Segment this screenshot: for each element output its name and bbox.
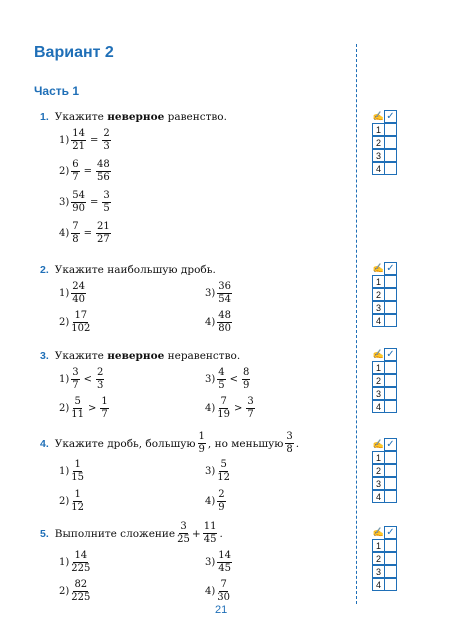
fraction: $\frac{1}{9}$ (198, 431, 205, 455)
fraction: $\frac{3}{25}$ (177, 521, 190, 545)
fraction: $\frac{14}{45}$ (218, 550, 231, 574)
answer-label: 2 (372, 464, 385, 477)
fraction: $\frac{8}{9}$ (243, 367, 250, 391)
answer-label: 1 (372, 123, 385, 136)
answer-column-divider (356, 44, 357, 604)
fraction: $\frac{3}{7}$ (72, 367, 79, 391)
fraction: $\frac{82}{225}$ (71, 579, 91, 603)
option-2: 2) $\frac{6}{7}$ = $\frac{48}{56}$ (59, 159, 110, 183)
fraction: $\frac{2}{3}$ (97, 367, 104, 391)
answer-checkbox[interactable] (384, 451, 397, 464)
answer-checkbox[interactable] (384, 578, 397, 591)
answer-label: 3 (372, 149, 385, 162)
fraction: $\frac{5}{11}$ (71, 396, 84, 420)
fraction: $\frac{3}{7}$ (247, 396, 254, 420)
fraction: $\frac{17}{102}$ (71, 310, 91, 334)
question-2: 2. Укажите наибольшую дробь. (40, 264, 216, 276)
fraction: $\frac{7}{30}$ (217, 579, 230, 603)
pen-icon: ✍ (372, 263, 385, 273)
page-number: 21 (215, 604, 228, 616)
answer-label: 2 (372, 552, 385, 565)
option-4: 4) $\frac{48}{80}$ (205, 310, 231, 334)
answer-label: 1 (372, 451, 385, 464)
answer-checkbox[interactable] (384, 162, 397, 175)
check-icon: ✓ (384, 438, 397, 451)
option-1: 1) $\frac{24}{40}$ (59, 281, 85, 305)
fraction: $\frac{2}{9}$ (218, 489, 225, 513)
answer-label: 4 (372, 490, 385, 503)
answer-checkbox[interactable] (384, 374, 397, 387)
fraction: $\frac{36}{54}$ (218, 281, 231, 305)
fraction: $\frac{7}{19}$ (217, 396, 230, 420)
question-number: 3. (40, 350, 49, 362)
pen-icon: ✍ (372, 439, 385, 449)
answer-box-5 (372, 526, 396, 591)
check-icon: ✓ (384, 526, 397, 539)
fraction: $\frac{2}{3}$ (103, 128, 110, 152)
answer-label: 4 (372, 162, 385, 175)
fraction: $\frac{6}{7}$ (72, 159, 79, 183)
fraction: $\frac{54}{90}$ (72, 190, 85, 214)
answer-checkbox[interactable] (384, 361, 397, 374)
answer-checkbox[interactable] (384, 123, 397, 136)
option-4: 4) $\frac{7}{19}$ > $\frac{3}{7}$ (205, 396, 254, 420)
option-3: 3) $\frac{14}{45}$ (205, 550, 231, 574)
answer-label: 2 (372, 136, 385, 149)
fraction: $\frac{5}{12}$ (217, 459, 230, 483)
answer-checkbox[interactable] (384, 490, 397, 503)
answer-checkbox[interactable] (384, 539, 397, 552)
fraction: $\frac{24}{40}$ (72, 281, 85, 305)
option-3: 3) $\frac{5}{12}$ (205, 459, 230, 483)
answer-checkbox[interactable] (384, 387, 397, 400)
option-3: 3) $\frac{54}{90}$ = $\frac{3}{5}$ (59, 190, 110, 214)
fraction: $\frac{48}{56}$ (97, 159, 110, 183)
option-1: 1) $\frac{1}{15}$ (59, 459, 84, 483)
answer-checkbox[interactable] (384, 288, 397, 301)
answer-checkbox[interactable] (384, 275, 397, 288)
answer-label: 2 (372, 288, 385, 301)
question-number: 1. (40, 111, 49, 123)
check-icon: ✓ (384, 348, 397, 361)
answer-label: 1 (372, 361, 385, 374)
answer-label: 2 (372, 374, 385, 387)
answer-label: 1 (372, 539, 385, 552)
fraction: $\frac{1}{15}$ (71, 459, 84, 483)
answer-box-3 (372, 348, 396, 413)
option-1: 1) $\frac{3}{7}$ < $\frac{2}{3}$ (59, 367, 104, 391)
option-2: 2) $\frac{82}{225}$ (59, 579, 91, 603)
option-3: 3) $\frac{4}{5}$ < $\frac{8}{9}$ (205, 367, 250, 391)
pen-icon: ✍ (372, 111, 385, 121)
part-heading: Часть 1 (34, 84, 80, 98)
answer-label: 4 (372, 314, 385, 327)
answer-label: 1 (372, 275, 385, 288)
option-1: 1) $\frac{14}{21}$ = $\frac{2}{3}$ (59, 128, 110, 152)
answer-label: 3 (372, 477, 385, 490)
answer-checkbox[interactable] (384, 400, 397, 413)
emphasis: неверное (107, 350, 165, 362)
option-2: 2) $\frac{1}{12}$ (59, 489, 84, 513)
check-icon: ✓ (384, 262, 397, 275)
question-4: 4. Укажите дробь, большую $\frac{1}{9}$ , но меньшую $\frac{3}{8}$ . (40, 431, 300, 455)
fraction: $\frac{1}{12}$ (71, 489, 84, 513)
option-2: 2) $\frac{17}{102}$ (59, 310, 91, 334)
answer-label: 3 (372, 387, 385, 400)
question-number: 2. (40, 264, 49, 276)
answer-checkbox[interactable] (384, 149, 397, 162)
fraction: $\frac{48}{80}$ (218, 310, 231, 334)
answer-checkbox[interactable] (384, 565, 397, 578)
question-5: 5. Выполните сложение $\frac{3}{25}$ + $\frac{11}{45}$ . (40, 521, 223, 545)
answer-label: 4 (372, 578, 385, 591)
fraction: $\frac{3}{8}$ (286, 431, 293, 455)
option-4: 4) $\frac{7}{30}$ (205, 579, 230, 603)
answer-checkbox[interactable] (384, 464, 397, 477)
option-1: 1) $\frac{14}{225}$ (59, 550, 91, 574)
emphasis: неверное (107, 111, 165, 123)
fraction: $\frac{3}{5}$ (103, 190, 110, 214)
fraction: $\frac{4}{5}$ (218, 367, 225, 391)
fraction: $\frac{1}{7}$ (101, 396, 108, 420)
answer-label: 3 (372, 565, 385, 578)
answer-box-4 (372, 438, 396, 503)
question-3: 3. Укажите неверное неравенство. (40, 350, 241, 362)
answer-checkbox[interactable] (384, 301, 397, 314)
option-4: 4) $\frac{2}{9}$ (205, 489, 225, 513)
fraction: $\frac{7}{8}$ (72, 221, 79, 245)
answer-box-2 (372, 262, 396, 327)
answer-checkbox[interactable] (384, 552, 397, 565)
answer-label: 4 (372, 400, 385, 413)
fraction: $\frac{14}{225}$ (71, 550, 91, 574)
answer-checkbox[interactable] (384, 314, 397, 327)
question-number: 5. (40, 527, 49, 540)
fraction: $\frac{21}{27}$ (97, 221, 110, 245)
fraction: $\frac{11}{45}$ (203, 521, 217, 545)
option-3: 3) $\frac{36}{54}$ (205, 281, 231, 305)
option-4: 4) $\frac{7}{8}$ = $\frac{21}{27}$ (59, 221, 110, 245)
fraction: $\frac{14}{21}$ (72, 128, 85, 152)
answer-checkbox[interactable] (384, 477, 397, 490)
question-1: 1. Укажите неверное равенство. (40, 111, 227, 123)
pen-icon: ✍ (372, 527, 385, 537)
variant-title: Вариант 2 (34, 44, 114, 61)
check-icon: ✓ (384, 110, 397, 123)
pen-icon: ✍ (372, 349, 385, 359)
question-number: 4. (40, 437, 49, 450)
option-2: 2) $\frac{5}{11}$ > $\frac{1}{7}$ (59, 396, 108, 420)
answer-box-1 (372, 110, 396, 175)
answer-label: 3 (372, 301, 385, 314)
answer-checkbox[interactable] (384, 136, 397, 149)
